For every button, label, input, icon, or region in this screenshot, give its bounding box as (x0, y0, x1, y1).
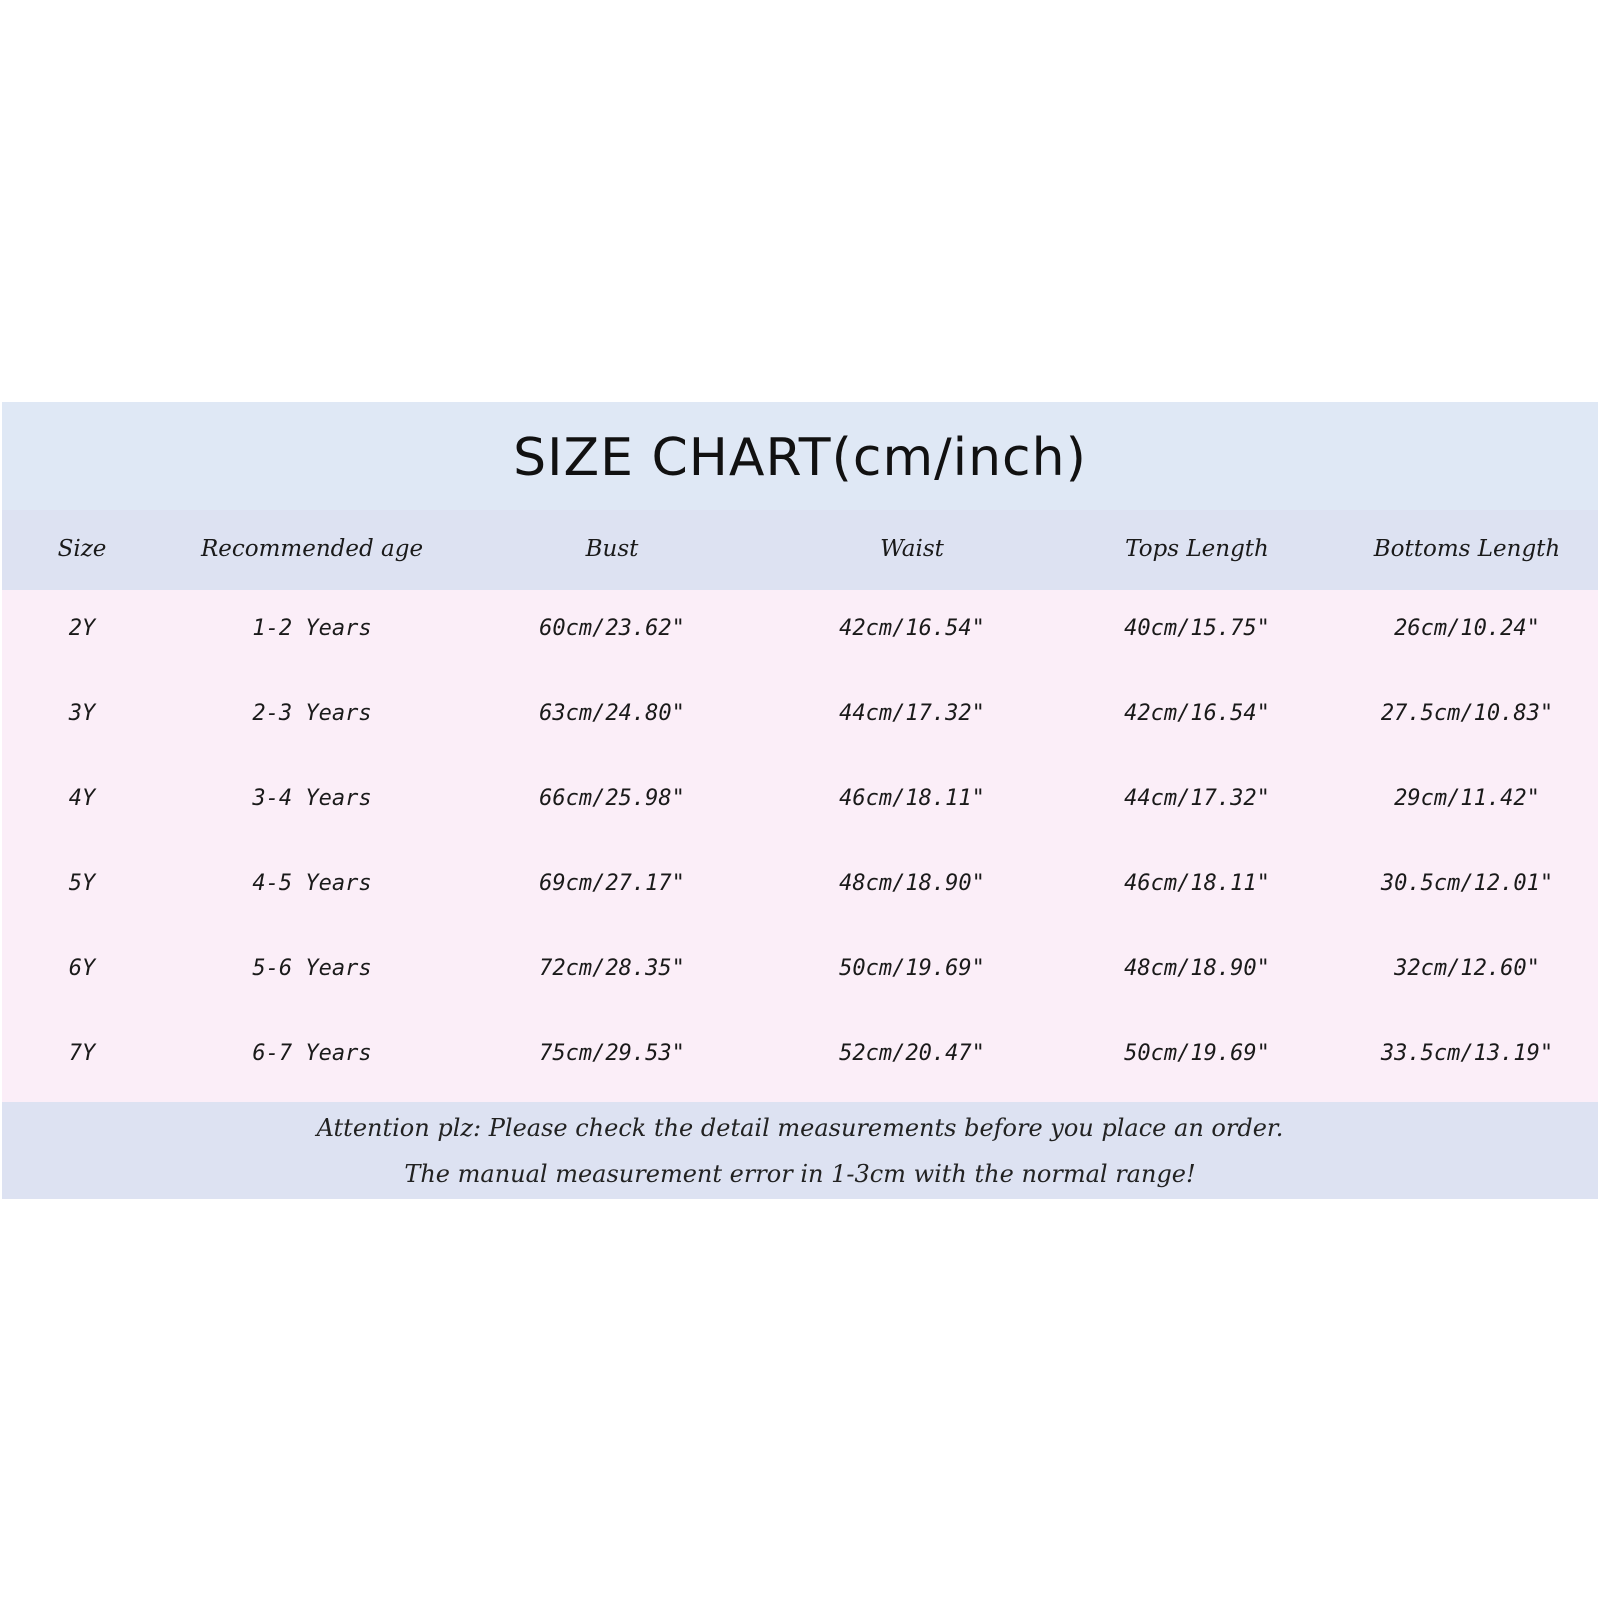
cell-waist: 52cm/20.47" (839, 1041, 985, 1066)
cell-tops-length: 46cm/18.11" (1124, 871, 1270, 896)
cell-age: 5-6 Years (252, 956, 372, 981)
cell-size: 6Y (68, 956, 96, 981)
header-waist: Waist (880, 536, 944, 562)
note-line-2: The manual measurement error in 1-3cm with the normal range! (404, 1160, 1196, 1188)
cell-tops-length: 50cm/19.69" (1124, 1041, 1270, 1066)
cell-size: 4Y (68, 786, 96, 811)
cell-age: 4-5 Years (252, 871, 372, 896)
cell-waist: 42cm/16.54" (839, 616, 985, 641)
cell-bust: 69cm/27.17" (539, 871, 685, 896)
cell-tops-length: 42cm/16.54" (1124, 701, 1270, 726)
cell-waist: 46cm/18.11" (839, 786, 985, 811)
cell-size: 2Y (68, 616, 96, 641)
cell-bottoms-length: 29cm/11.42" (1394, 786, 1540, 811)
size-chart (2, 402, 1598, 1199)
header-bottoms-length: Bottoms Length (1373, 536, 1561, 562)
title-band (2, 402, 1598, 510)
header-bust: Bust (585, 536, 639, 562)
cell-bust: 66cm/25.98" (539, 786, 685, 811)
cell-waist: 44cm/17.32" (839, 701, 985, 726)
attention-note (2, 1102, 1598, 1199)
table-header (2, 510, 1598, 590)
cell-tops-length: 48cm/18.90" (1124, 956, 1270, 981)
cell-size: 7Y (68, 1041, 96, 1066)
cell-bust: 63cm/24.80" (539, 701, 685, 726)
cell-size: 3Y (68, 701, 96, 726)
cell-bust: 75cm/29.53" (539, 1041, 685, 1066)
cell-bottoms-length: 30.5cm/12.01" (1380, 871, 1554, 896)
cell-age: 3-4 Years (252, 786, 372, 811)
cell-bust: 60cm/23.62" (539, 616, 685, 641)
header-tops-length: Tops Length (1125, 536, 1269, 562)
cell-age: 6-7 Years (252, 1041, 372, 1066)
note-line-1: Attention plz: Please check the detail measurements before you place an order. (316, 1114, 1284, 1142)
cell-waist: 48cm/18.90" (839, 871, 985, 896)
cell-waist: 50cm/19.69" (839, 956, 985, 981)
header-size: Size (57, 536, 107, 562)
cell-tops-length: 44cm/17.32" (1124, 786, 1270, 811)
cell-size: 5Y (68, 871, 96, 896)
cell-age: 1-2 Years (252, 616, 372, 641)
cell-bottoms-length: 27.5cm/10.83" (1380, 701, 1554, 726)
cell-bottoms-length: 26cm/10.24" (1394, 616, 1540, 641)
cell-age: 2-3 Years (252, 701, 372, 726)
cell-bottoms-length: 32cm/12.60" (1394, 956, 1540, 981)
size-chart-title: SIZE CHART(cm/inch) (513, 428, 1087, 488)
cell-bust: 72cm/28.35" (539, 956, 685, 981)
header-recommended-age: Recommended age (200, 536, 424, 562)
cell-tops-length: 40cm/15.75" (1124, 616, 1270, 641)
table-body (2, 590, 1598, 1102)
cell-bottoms-length: 33.5cm/13.19" (1380, 1041, 1554, 1066)
